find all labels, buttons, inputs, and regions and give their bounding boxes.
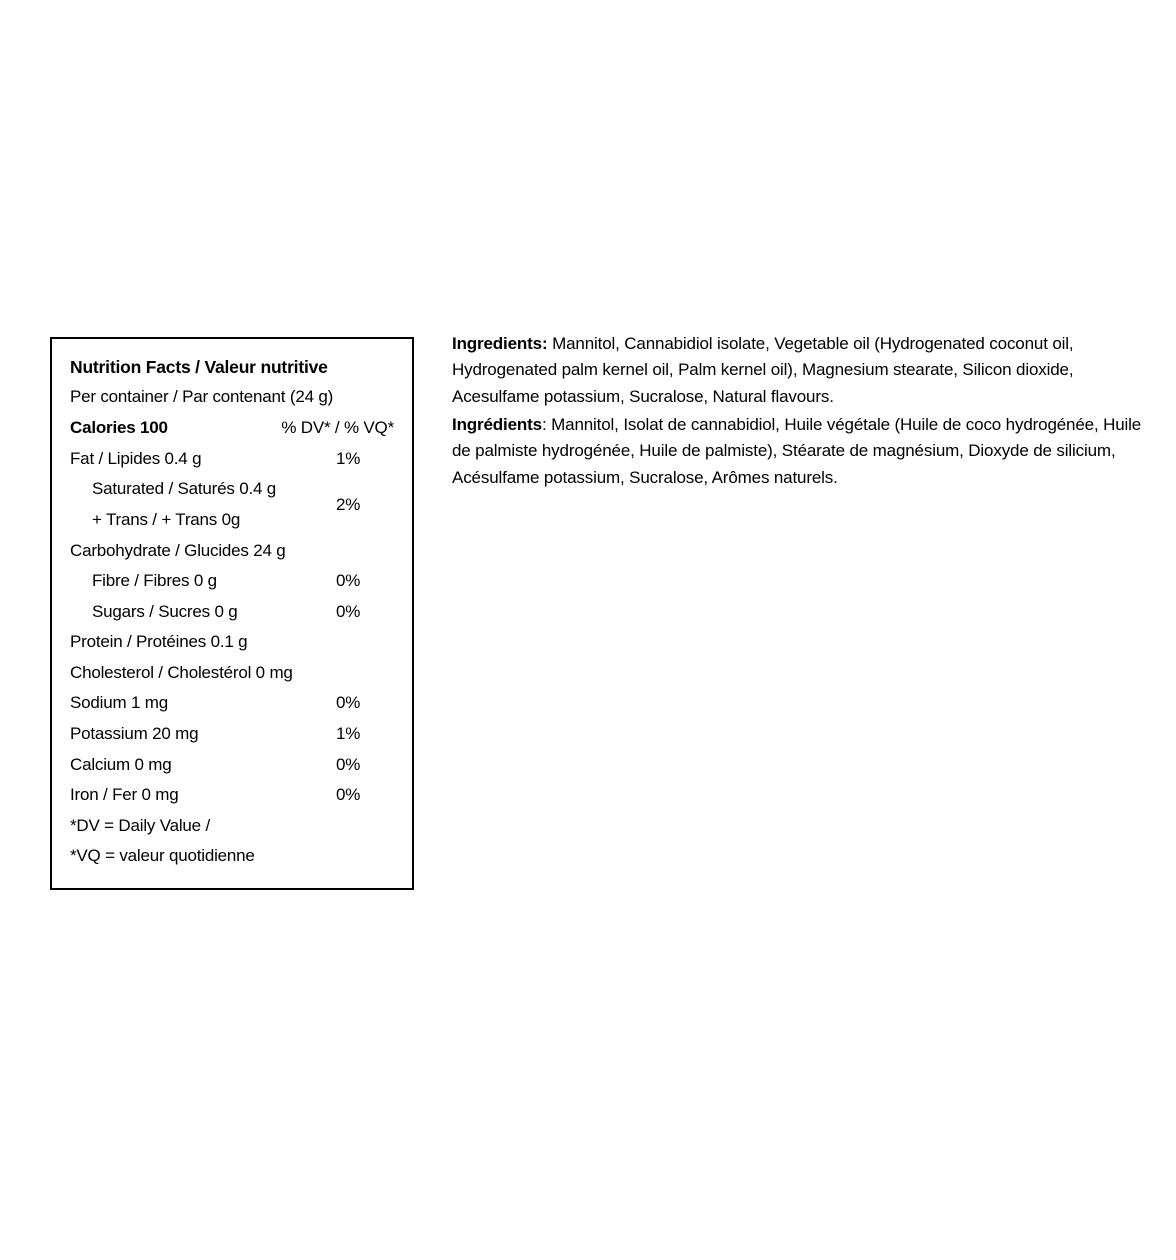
nutrient-value: 0% [336, 785, 361, 805]
table-row-fibre [70, 566, 394, 597]
ingredients-english-text: Mannitol, Cannabidiol isolate, Vegetable oil (Hydrogenated coconut oil, Hydrogenated palm kernel oil, Palm kernel oil), Magnesium stearate, Silicon dioxide, Acesulfame potassium, Sucralose, Natural flavours. [452, 334, 1074, 406]
saturated-trans-labels [70, 474, 330, 535]
table-row-cholesterol [70, 658, 394, 689]
nutrient-label-saturated: Saturated / Saturés 0.4 g [92, 479, 277, 499]
nutrient-label: Sugars / Sucres 0 g [92, 601, 238, 621]
nutrient-value: 0% [336, 754, 361, 774]
daily-value-header: % DV* / % VQ* [281, 418, 394, 438]
nutrient-label: Cholesterol / Cholestérol 0 mg [70, 662, 293, 682]
nutrient-label: Potassium 20 mg [70, 724, 199, 744]
nutrient-label: Sodium 1 mg [70, 693, 168, 713]
ingredients-french-heading: Ingrédients [452, 415, 542, 435]
nutrition-facts-panel [50, 337, 414, 890]
ingredients-french-text: : Mannitol, Isolat de cannabidiol, Huile végétale (Huile de coco hydrogénée, Huile de palmiste hydrogénée, Huile de palmiste), Stéarate de magnésium, Dioxyde de silicium, Acésulfame potassium, Sucralose, Arômes naturels. [452, 415, 1142, 487]
calories-label: Calories 100 [70, 418, 168, 438]
nutrient-value: 1% [336, 724, 361, 744]
ingredients-french [452, 412, 1142, 491]
table-row-sodium [70, 688, 394, 719]
nutrient-value: 0% [336, 693, 361, 713]
nutrient-value: 0% [336, 571, 361, 591]
ingredients-english-heading: Ingredients: [452, 334, 548, 353]
per-container-line: Per container / Par contenant (24 g) [70, 386, 334, 406]
nutrient-value: 1% [336, 448, 361, 468]
nutrient-label: Calcium 0 mg [70, 754, 172, 774]
nutrient-label-trans: + Trans / + Trans 0g [92, 509, 241, 529]
nutrient-label: Carbohydrate / Glucides 24 g [70, 540, 286, 560]
nutrient-label: Protein / Protéines 0.1 g [70, 632, 248, 652]
table-row-calcium [70, 750, 394, 781]
calories-row [70, 413, 394, 444]
daily-value-footnote-line2: *VQ = valeur quotidienne [70, 846, 255, 866]
table-row-potassium [70, 719, 394, 750]
nutrient-label: Iron / Fer 0 mg [70, 785, 179, 805]
ingredients-block [452, 331, 1142, 491]
ingredients-english [452, 331, 1142, 410]
table-row-sugars [70, 597, 394, 628]
table-row-saturated-trans [70, 474, 394, 535]
nutrient-value-saturated-trans: 2% [336, 494, 361, 514]
table-row-iron [70, 780, 394, 811]
nutrient-label: Fibre / Fibres 0 g [92, 571, 217, 591]
nutrient-value: 0% [336, 601, 361, 621]
daily-value-footnote-line1: *DV = Daily Value / [70, 815, 210, 835]
table-row-protein [70, 627, 394, 658]
nutrient-label: Fat / Lipides 0.4 g [70, 448, 202, 468]
table-row-fat [70, 444, 394, 475]
nutrition-facts-title: Nutrition Facts / Valeur nutritive [70, 357, 328, 377]
table-row-carbohydrate [70, 536, 394, 567]
